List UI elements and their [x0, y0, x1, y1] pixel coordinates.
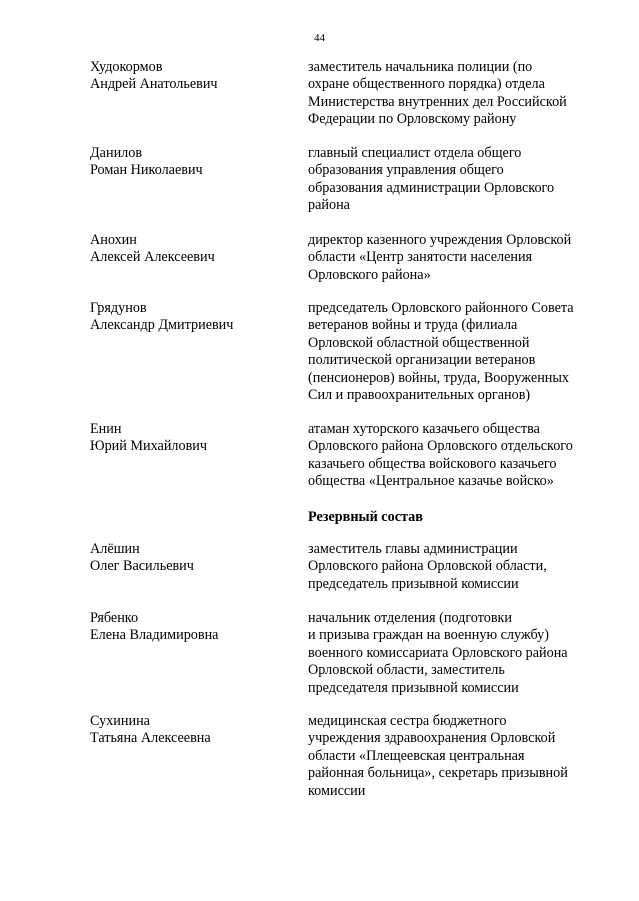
member-given-name: Олег Васильевич [90, 558, 194, 575]
member-surname: Анохин [90, 232, 137, 248]
member-surname: Данилов [90, 145, 143, 161]
position-line: области «Плещеевская центральная [308, 747, 525, 764]
position-line: председатель Орловского районного Совета [308, 300, 574, 316]
position-line: заместитель начальника полиции (по [308, 59, 533, 75]
member-name [90, 421, 300, 456]
position-line: начальник отделения (подготовки [308, 610, 513, 626]
member-position [308, 300, 608, 404]
member-surname: Рябенко [90, 610, 139, 626]
position-line: Орловского района Орловского отдельского [308, 438, 573, 455]
position-line: образования управления общего [308, 162, 504, 179]
position-line: общества «Центральное казачье войско» [308, 473, 554, 490]
member-position [308, 541, 608, 593]
member-position [308, 713, 608, 800]
position-line: Орловского района» [308, 266, 431, 283]
position-line: (пенсионеров) войны, труда, Вооруженных [308, 369, 570, 386]
position-line: политической организации ветеранов [308, 352, 536, 369]
member-given-name: Александр Дмитриевич [90, 317, 234, 334]
reserve-section-heading: Резервный состав [308, 509, 423, 525]
member-given-name: Татьяна Алексеевна [90, 730, 211, 747]
member-surname: Алёшин [90, 541, 140, 557]
member-name [90, 713, 300, 748]
position-line: образования администрации Орловского [308, 179, 555, 196]
member-name [90, 145, 300, 180]
member-position [308, 59, 608, 129]
position-line: медицинская сестра бюджетного [308, 713, 507, 729]
position-line: военного комиссариата Орловского района [308, 644, 568, 661]
position-line: Сил и правоохранительных органов) [308, 387, 531, 404]
position-line: Министерства внутренних дел Российской [308, 93, 567, 110]
position-line: атаман хуторского казачьего общества [308, 421, 540, 437]
member-name [90, 610, 300, 645]
page-number: 44 [314, 32, 325, 44]
position-line: главный специалист отдела общего [308, 145, 522, 161]
position-line: директор казенного учреждения Орловской [308, 232, 572, 248]
position-line: Орловской области, заместитель [308, 662, 505, 679]
member-name [90, 232, 300, 267]
position-line: казачьего общества войскового казачьего [308, 455, 557, 472]
member-position [308, 145, 608, 215]
member-given-name: Елена Владимировна [90, 627, 219, 644]
member-name [90, 541, 300, 576]
member-surname: Худокормов [90, 59, 163, 75]
member-position [308, 421, 608, 491]
position-line: комиссии [308, 782, 366, 799]
position-line: Федерации по Орловскому району [308, 111, 517, 128]
position-line: председатель призывной комиссии [308, 575, 519, 592]
position-line: ветеранов войны и труда (филиала [308, 317, 518, 334]
member-given-name: Андрей Анатольевич [90, 76, 218, 93]
position-line: районная больница», секретарь призывной [308, 765, 568, 782]
position-line: заместитель главы администрации [308, 541, 518, 557]
member-surname: Сухинина [90, 713, 150, 729]
member-position [308, 232, 608, 284]
position-line: председателя призывной комиссии [308, 679, 519, 696]
member-position [308, 610, 608, 697]
position-line: и призыва граждан на военную службу) [308, 627, 549, 644]
position-line: области «Центр занятости населения [308, 249, 533, 266]
position-line: Орловского района Орловской области, [308, 558, 547, 575]
member-surname: Грядунов [90, 300, 147, 316]
member-surname: Енин [90, 421, 122, 437]
member-given-name: Роман Николаевич [90, 162, 203, 179]
member-given-name: Юрий Михайлович [90, 438, 208, 455]
member-given-name: Алексей Алексеевич [90, 249, 215, 266]
member-name [90, 59, 300, 94]
position-line: Орловской областной общественной [308, 334, 530, 351]
position-line: охране общественного порядка) отдела [308, 76, 545, 93]
member-name [90, 300, 300, 335]
position-line: района [308, 197, 350, 214]
position-line: учреждения здравоохранения Орловской [308, 730, 556, 747]
